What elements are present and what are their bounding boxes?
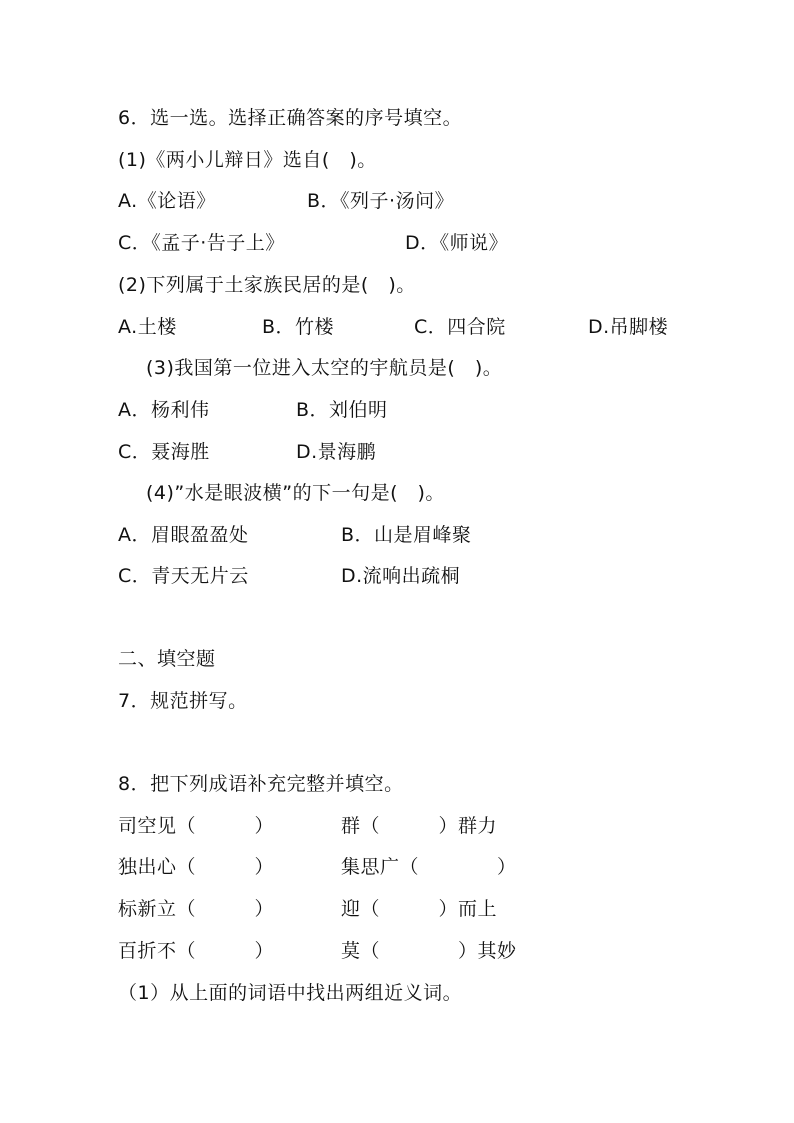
q6-2-stem: (2)下列属于土家族民居的是( )。 (118, 274, 416, 296)
q6-2-option-a: A.土楼 (118, 316, 177, 338)
q6-3-option-c: C．聂海胜 (118, 441, 210, 463)
q6-title: 6．选一选。选择正确答案的序号填空。 (118, 107, 463, 129)
q6-1-stem: (1)《两小儿辩日》选自( )。 (118, 149, 377, 171)
q8-sub-question-1: （1）从上面的词语中找出两组近义词。 (118, 982, 463, 1004)
q8-title: 8．把下列成语补充完整并填空。 (118, 773, 404, 795)
idiom-left: 司空见（ ） (118, 815, 275, 837)
q6-4-option-b: B．山是眉峰聚 (341, 524, 472, 546)
q6-1-option-d: D．《师说》 (405, 232, 509, 254)
q6-4-option-d: D.流响出疏桐 (341, 565, 461, 587)
q6-4-option-c: C．青天无片云 (118, 565, 249, 587)
q6-2-option-b: B．竹楼 (262, 316, 335, 338)
q6-2-option-d: D.吊脚楼 (588, 316, 669, 338)
q7-title: 7．规范拼写。 (118, 690, 248, 712)
idiom-left: 独出心（ ） (118, 856, 275, 878)
q6-3-option-a: A．杨利伟 (118, 399, 210, 421)
q6-3-option-b: B．刘伯明 (296, 399, 388, 421)
q6-3-stem: (3)我国第一位进入太空的宇航员是( )。 (146, 357, 503, 379)
idiom-left: 百折不（ ） (118, 940, 275, 962)
section-2-heading: 二、填空题 (118, 648, 216, 670)
q6-4-option-a: A．眉眼盈盈处 (118, 524, 249, 546)
idiom-left: 标新立（ ） (118, 898, 275, 920)
q6-2-option-c: C．四合院 (414, 316, 506, 338)
q6-1-option-a: A.《论语》 (118, 190, 216, 212)
q6-3-option-d: D.景海鹏 (296, 441, 377, 463)
q6-1-option-b: B．《列子·汤问》 (307, 190, 455, 212)
idiom-right: 莫（ ）其妙 (341, 940, 517, 962)
idiom-right: 迎（ ）而上 (341, 898, 498, 920)
q6-1-option-c: C．《孟子·告子上》 (118, 232, 285, 254)
idiom-right: 群（ ）群力 (341, 815, 498, 837)
idiom-right: 集思广（ ） (341, 856, 517, 878)
q6-4-stem: (4)”水是眼波横”的下一句是( )。 (146, 482, 445, 504)
